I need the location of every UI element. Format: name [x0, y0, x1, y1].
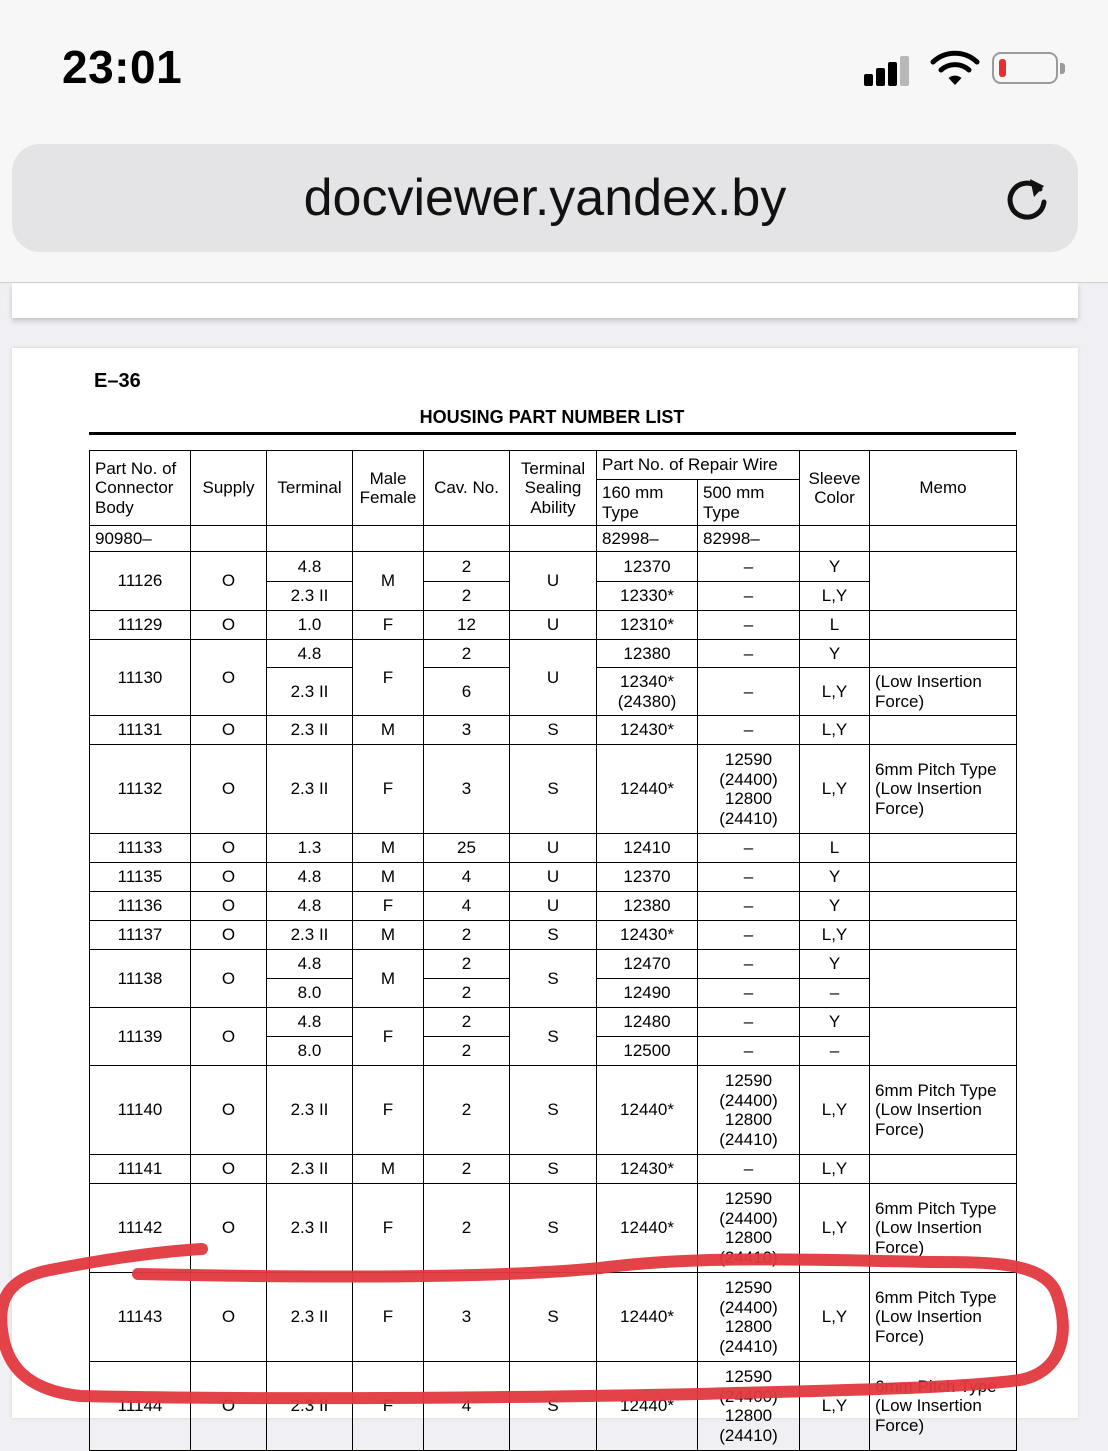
wire-160: 12380	[597, 640, 698, 668]
clock: 23:01	[62, 41, 183, 93]
table-row	[90, 1184, 1017, 1273]
sleeve-color: L,Y	[800, 668, 870, 716]
sleeve-color: –	[800, 1037, 870, 1066]
reload-icon[interactable]	[1000, 170, 1056, 226]
male-female: M	[353, 834, 424, 863]
sealing: S	[510, 716, 597, 745]
wire-500: –	[698, 716, 800, 745]
male-female: M	[353, 552, 424, 611]
header-sealing: Terminal Sealing Ability	[510, 451, 597, 526]
sleeve-color: L,Y	[800, 745, 870, 834]
male-female: M	[353, 1155, 424, 1184]
male-female: M	[353, 950, 424, 1008]
sleeve-color: L,Y	[800, 1155, 870, 1184]
wire-500: –	[698, 834, 800, 863]
male-female: F	[353, 892, 424, 921]
table-row	[90, 950, 1017, 979]
wire-160: 12440*	[597, 1184, 698, 1273]
wifi-icon	[930, 48, 980, 93]
wire-500: –	[698, 979, 800, 1008]
cav-no: 2	[424, 1066, 510, 1155]
wire-160: 12370	[597, 552, 698, 582]
terminal: 2.3 II	[267, 745, 353, 834]
cav-no: 6	[424, 668, 510, 716]
terminal: 2.3 II	[267, 1184, 353, 1273]
terminal: 2.3 II	[267, 921, 353, 950]
terminal: 2.3 II	[267, 582, 353, 611]
header-supply: Supply	[191, 451, 267, 526]
cav-no: 2	[424, 552, 510, 582]
wire-500: –	[698, 950, 800, 979]
sealing: U	[510, 863, 597, 892]
memo	[870, 834, 1017, 863]
male-female: F	[353, 611, 424, 640]
sleeve-color: L,Y	[800, 1273, 870, 1362]
previous-page-edge	[12, 283, 1078, 318]
sleeve-color: Y	[800, 950, 870, 979]
male-female: F	[353, 1362, 424, 1451]
sleeve-color: Y	[800, 892, 870, 921]
memo	[870, 863, 1017, 892]
terminal: 1.0	[267, 611, 353, 640]
supply: O	[191, 863, 267, 892]
table-row	[90, 745, 1017, 834]
part-number: 11138	[90, 950, 191, 1008]
terminal: 2.3 II	[267, 1155, 353, 1184]
terminal: 2.3 II	[267, 1362, 353, 1451]
part-number: 11135	[90, 863, 191, 892]
wire-500: –	[698, 892, 800, 921]
wire-500: –	[698, 1008, 800, 1037]
header-male-female: Male Female	[353, 451, 424, 526]
wire-500: –	[698, 1155, 800, 1184]
table-row	[90, 1362, 1017, 1451]
sealing: S	[510, 1155, 597, 1184]
sealing: U	[510, 552, 597, 611]
sealing: S	[510, 1066, 597, 1155]
table-row	[90, 640, 1017, 668]
sealing: U	[510, 834, 597, 863]
url-text[interactable]: docviewer.yandex.by	[303, 169, 787, 227]
wire-500: –	[698, 863, 800, 892]
wire-160: 12440*	[597, 745, 698, 834]
cav-no: 2	[424, 921, 510, 950]
sealing: U	[510, 892, 597, 921]
male-female: F	[353, 1273, 424, 1362]
table-row	[90, 716, 1017, 745]
wire-500: 12590 (24400) 12800 (24410)	[698, 745, 800, 834]
part-number: 11140	[90, 1066, 191, 1155]
terminal: 2.3 II	[267, 668, 353, 716]
part-number: 11143	[90, 1273, 191, 1362]
wire-160: 12380	[597, 892, 698, 921]
terminal: 8.0	[267, 979, 353, 1008]
wire-500: –	[698, 668, 800, 716]
male-female: F	[353, 640, 424, 716]
supply: O	[191, 716, 267, 745]
wire-160: 12370	[597, 863, 698, 892]
memo	[870, 640, 1017, 668]
sleeve-color: Y	[800, 552, 870, 582]
memo	[870, 611, 1017, 640]
table-row	[90, 863, 1017, 892]
part-number: 11131	[90, 716, 191, 745]
wire-160: 12440*	[597, 1066, 698, 1155]
table-row-highlighted	[90, 1273, 1017, 1362]
terminal: 4.8	[267, 950, 353, 979]
sealing: S	[510, 1184, 597, 1273]
memo	[870, 1155, 1017, 1184]
header-160mm: 160 mm Type	[597, 480, 698, 526]
status-bar	[0, 0, 1108, 130]
wire-160: 12410	[597, 834, 698, 863]
table-row	[90, 834, 1017, 863]
supply: O	[191, 1362, 267, 1451]
wire-500: 12590 (24400) 12800 (24410)	[698, 1066, 800, 1155]
sealing: S	[510, 950, 597, 1008]
terminal: 2.3 II	[267, 1273, 353, 1362]
part-number: 11142	[90, 1184, 191, 1273]
header-repair-wire: Part No. of Repair Wire	[597, 451, 800, 480]
sleeve-color: L,Y	[800, 921, 870, 950]
supply: O	[191, 1008, 267, 1066]
sealing: S	[510, 1362, 597, 1451]
sleeve-color: L,Y	[800, 582, 870, 611]
sealing: S	[510, 1273, 597, 1362]
supply: O	[191, 611, 267, 640]
cav-no: 4	[424, 863, 510, 892]
supply: O	[191, 950, 267, 1008]
wire-160: 12340* (24380)	[597, 668, 698, 716]
part-number: 11133	[90, 834, 191, 863]
memo	[870, 716, 1017, 745]
part-number: 11130	[90, 640, 191, 716]
supply: O	[191, 834, 267, 863]
male-female: M	[353, 863, 424, 892]
cav-no: 4	[424, 892, 510, 921]
terminal: 4.8	[267, 552, 353, 582]
cav-no: 12	[424, 611, 510, 640]
wire-500: –	[698, 1037, 800, 1066]
memo: 6mm Pitch Type (Low Insertion Force)	[870, 1066, 1017, 1155]
memo	[870, 892, 1017, 921]
memo: (Low Insertion Force)	[870, 668, 1017, 716]
wire-160: 12480	[597, 1008, 698, 1037]
header-part-no: Part No. of Connector Body	[90, 451, 191, 526]
memo	[870, 552, 1017, 611]
part-number: 11141	[90, 1155, 191, 1184]
terminal: 8.0	[267, 1037, 353, 1066]
wire-500: –	[698, 921, 800, 950]
sleeve-color: L,Y	[800, 716, 870, 745]
cav-no: 2	[424, 582, 510, 611]
memo: 6mm Pitch Type (Low Insertion Force)	[870, 1184, 1017, 1273]
terminal: 2.3 II	[267, 1066, 353, 1155]
cav-no: 2	[424, 1008, 510, 1037]
table-row	[90, 1155, 1017, 1184]
male-female: M	[353, 921, 424, 950]
table-row	[90, 1066, 1017, 1155]
sealing: S	[510, 921, 597, 950]
wire-500: –	[698, 640, 800, 668]
cav-no: 2	[424, 979, 510, 1008]
wire-160: 12310*	[597, 611, 698, 640]
sealing: S	[510, 745, 597, 834]
cav-no: 2	[424, 1037, 510, 1066]
cav-no: 2	[424, 640, 510, 668]
prefix-row	[90, 526, 1017, 552]
memo: 6mm Pitch Type (Low Insertion Force)	[870, 745, 1017, 834]
terminal: 4.8	[267, 640, 353, 668]
supply: O	[191, 1066, 267, 1155]
memo	[870, 950, 1017, 1008]
wire-160: 12500	[597, 1037, 698, 1066]
table-row	[90, 611, 1017, 640]
cav-no: 2	[424, 1155, 510, 1184]
sleeve-color: L,Y	[800, 1184, 870, 1273]
wire-500: –	[698, 611, 800, 640]
supply: O	[191, 1273, 267, 1362]
supply: O	[191, 1155, 267, 1184]
terminal: 4.8	[267, 863, 353, 892]
sealing: U	[510, 611, 597, 640]
part-number: 11129	[90, 611, 191, 640]
male-female: F	[353, 1066, 424, 1155]
part-number: 11136	[90, 892, 191, 921]
cav-no: 3	[424, 745, 510, 834]
sleeve-color: Y	[800, 863, 870, 892]
cav-no: 3	[424, 1273, 510, 1362]
wire-500: 12590 (24400) 12800 (24410)	[698, 1273, 800, 1362]
sleeve-color: L,Y	[800, 1362, 870, 1451]
cav-no: 25	[424, 834, 510, 863]
cellular-signal-icon	[864, 56, 916, 86]
wire-500: –	[698, 552, 800, 582]
header-memo: Memo	[870, 451, 1017, 526]
wire-160: 12490	[597, 979, 698, 1008]
part-number: 11139	[90, 1008, 191, 1066]
memo	[870, 1008, 1017, 1066]
part-number: 11137	[90, 921, 191, 950]
cav-no: 2	[424, 950, 510, 979]
male-female: F	[353, 1184, 424, 1273]
table-row	[90, 921, 1017, 950]
male-female: F	[353, 1008, 424, 1066]
wire-160-prefix: 82998–	[597, 526, 698, 552]
wire-500: –	[698, 582, 800, 611]
page-number: E–36	[94, 370, 141, 392]
terminal: 1.3	[267, 834, 353, 863]
cav-no: 3	[424, 716, 510, 745]
wire-500: 12590 (24400) 12800 (24410)	[698, 1362, 800, 1451]
sleeve-color: L,Y	[800, 1066, 870, 1155]
wire-160: 12430*	[597, 921, 698, 950]
wire-160: 12430*	[597, 1155, 698, 1184]
male-female: M	[353, 716, 424, 745]
part-number: 11126	[90, 552, 191, 611]
male-female: F	[353, 745, 424, 834]
table-row	[90, 892, 1017, 921]
sealing: U	[510, 640, 597, 716]
sleeve-color: L	[800, 611, 870, 640]
supply: O	[191, 640, 267, 716]
header-sleeve-color: Sleeve Color	[800, 451, 870, 526]
terminal: 2.3 II	[267, 716, 353, 745]
sleeve-color: L	[800, 834, 870, 863]
browser-toolbar	[0, 130, 1108, 283]
document-title: HOUSING PART NUMBER LIST	[419, 407, 685, 427]
cav-no: 4	[424, 1362, 510, 1451]
supply: O	[191, 1184, 267, 1273]
part-number: 11132	[90, 745, 191, 834]
header-cav-no: Cav. No.	[424, 451, 510, 526]
sleeve-color: Y	[800, 1008, 870, 1037]
supply: O	[191, 552, 267, 611]
wire-160: 12440*	[597, 1273, 698, 1362]
part-number: 11144	[90, 1362, 191, 1451]
sleeve-color: Y	[800, 640, 870, 668]
terminal: 4.8	[267, 892, 353, 921]
header-terminal: Terminal	[267, 451, 353, 526]
battery-icon	[992, 52, 1058, 84]
memo	[870, 921, 1017, 950]
supply: O	[191, 892, 267, 921]
wire-160: 12430*	[597, 716, 698, 745]
address-bar[interactable]	[12, 144, 1078, 252]
document-page	[12, 348, 1078, 1445]
table-row	[90, 1008, 1017, 1037]
sealing: S	[510, 1008, 597, 1066]
wire-160: 12330*	[597, 582, 698, 611]
cav-no: 2	[424, 1184, 510, 1273]
title-rule	[89, 432, 1016, 435]
wire-160: 12470	[597, 950, 698, 979]
supply: O	[191, 745, 267, 834]
wire-500-prefix: 82998–	[698, 526, 800, 552]
housing-part-table	[89, 450, 1017, 1451]
wire-160: 12440*	[597, 1362, 698, 1451]
table-row	[90, 552, 1017, 582]
terminal: 4.8	[267, 1008, 353, 1037]
header-500mm: 500 mm Type	[698, 480, 800, 526]
supply: O	[191, 921, 267, 950]
memo: 6mm Pitch Type (Low Insertion Force)	[870, 1362, 1017, 1451]
memo: 6mm Pitch Type (Low Insertion Force)	[870, 1273, 1017, 1362]
part-prefix: 90980–	[90, 526, 191, 552]
wire-500: 12590 (24400) 12800 (24410)	[698, 1184, 800, 1273]
sleeve-color: –	[800, 979, 870, 1008]
